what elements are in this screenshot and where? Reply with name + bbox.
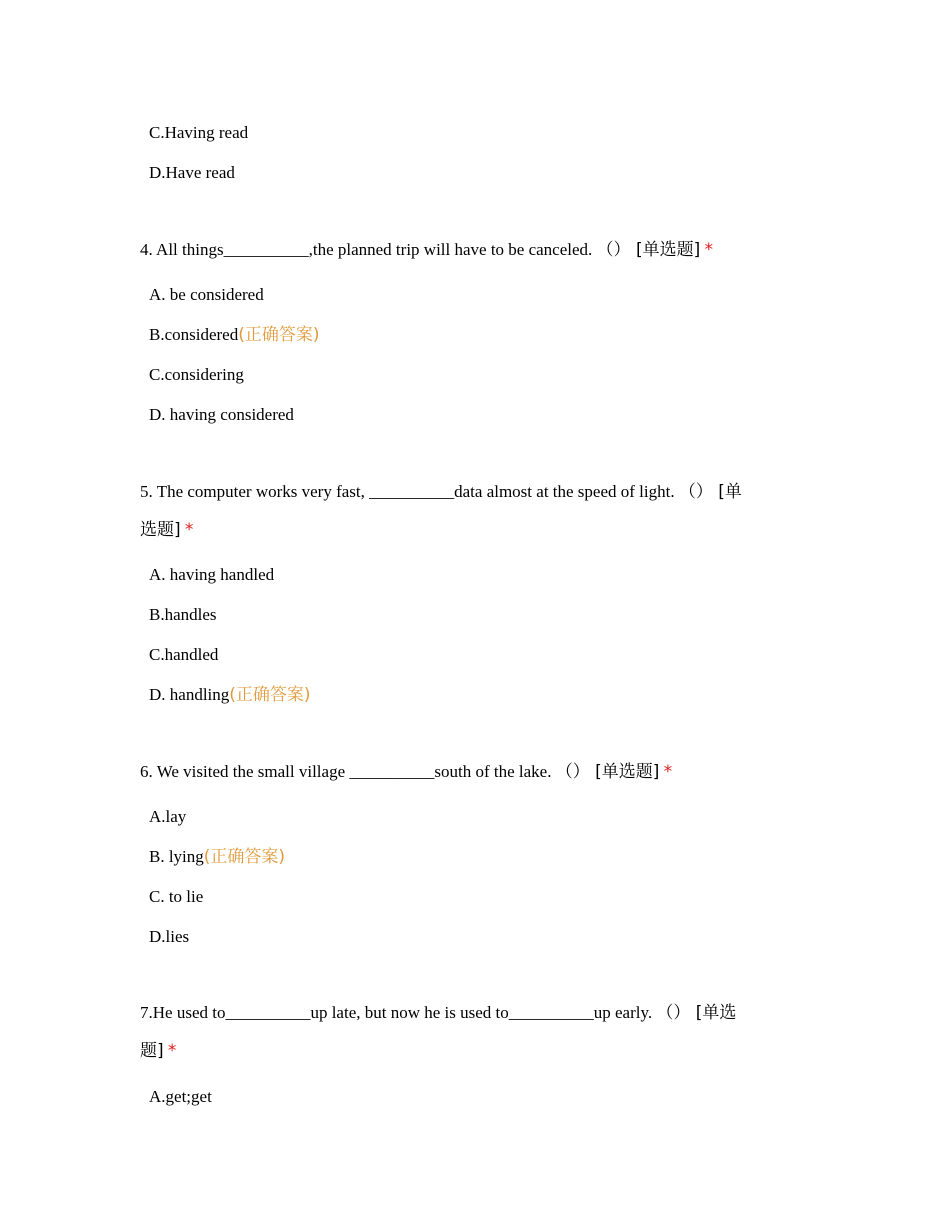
- q7-option-a[interactable]: [149, 1086, 212, 1108]
- q5-option-d[interactable]: [149, 684, 311, 706]
- question-text: 5. The computer works very fast, __________data almost at the speed of light.: [140, 482, 675, 501]
- question-type-tag: （） [单选: [656, 1003, 737, 1023]
- option-text: C.handled: [149, 645, 219, 664]
- question-text: 6. We visited the small village __________south of the lake.: [140, 762, 552, 781]
- question-6: [140, 753, 800, 791]
- q4-option-d[interactable]: [149, 404, 294, 426]
- option-text: A. having handled: [149, 565, 275, 584]
- question-type-tag: （） [单选题]: [596, 240, 701, 260]
- option-text: D.Have read: [149, 163, 235, 182]
- option-d-prev[interactable]: [149, 162, 235, 184]
- option-text: A.get;get: [149, 1087, 212, 1106]
- option-text: B.handles: [149, 605, 217, 624]
- question-type-tag-cont: 题]: [140, 1041, 164, 1061]
- q5-option-c[interactable]: [149, 644, 218, 666]
- option-text: A. be considered: [149, 285, 264, 304]
- q6-option-d[interactable]: [149, 926, 189, 948]
- question-type-tag: （） [单选题]: [555, 762, 660, 782]
- question-5: [140, 473, 800, 549]
- correct-answer-label: (正确答案): [238, 325, 320, 345]
- option-text: A.lay: [149, 807, 187, 826]
- correct-answer-label: (正确答案): [203, 847, 286, 867]
- option-text: D. handling: [149, 685, 230, 704]
- question-text: 4. All things__________,the planned trip will have to be canceled.: [140, 240, 593, 259]
- option-text: C.Having read: [149, 123, 249, 142]
- option-c-prev[interactable]: [149, 122, 248, 144]
- option-text: B. lying: [149, 847, 204, 866]
- required-marker: *: [663, 762, 673, 782]
- q6-option-b[interactable]: [149, 846, 285, 868]
- option-text: D.lies: [149, 927, 190, 946]
- required-marker: *: [184, 520, 194, 540]
- question-type-tag: （） [单: [678, 482, 742, 502]
- correct-answer-label: (正确答案): [229, 685, 311, 705]
- question-7: [140, 994, 800, 1070]
- option-text: D. having considered: [149, 405, 294, 424]
- q5-option-b[interactable]: [149, 604, 217, 626]
- q6-option-c[interactable]: [149, 886, 203, 908]
- option-text: C.considering: [149, 365, 244, 384]
- required-marker: *: [167, 1041, 177, 1061]
- q4-option-a[interactable]: [149, 284, 264, 306]
- question-type-tag-cont: 选题]: [140, 520, 181, 540]
- q4-option-b[interactable]: [149, 324, 320, 346]
- q6-option-a[interactable]: [149, 806, 186, 828]
- required-marker: *: [704, 240, 713, 260]
- q4-option-c[interactable]: [149, 364, 244, 386]
- option-text: C. to lie: [149, 887, 204, 906]
- option-text: B.considered: [149, 325, 239, 344]
- question-4: [140, 231, 800, 269]
- question-text: 7.He used to__________up late, but now he is used to__________up early.: [140, 1003, 653, 1022]
- q5-option-a[interactable]: [149, 564, 274, 586]
